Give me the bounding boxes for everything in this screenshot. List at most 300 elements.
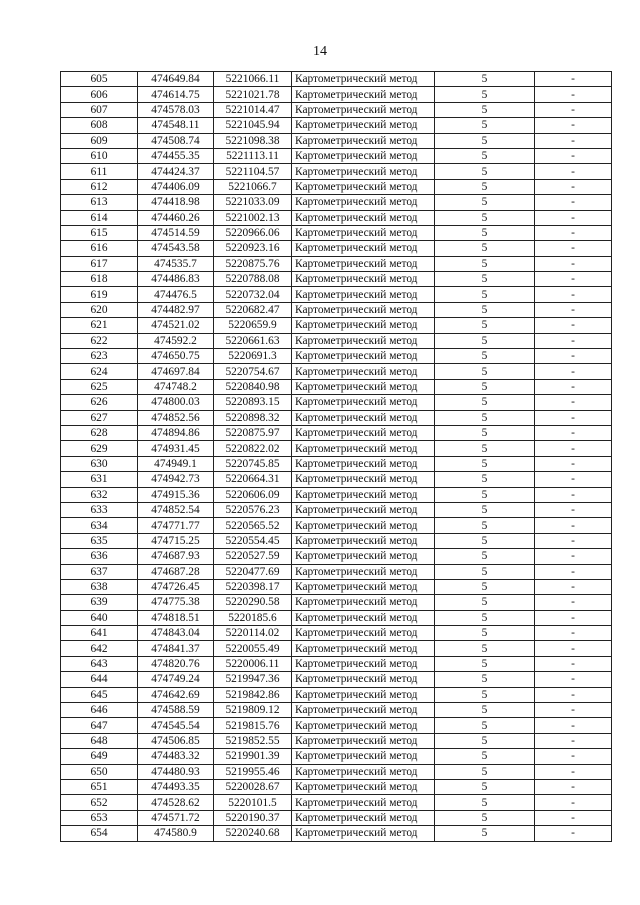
method-cell: Картометрический метод bbox=[292, 564, 435, 579]
x-coordinate-cell: 474726.45 bbox=[138, 579, 214, 594]
accuracy-cell: 5 bbox=[435, 364, 535, 379]
accuracy-cell: 5 bbox=[435, 118, 535, 133]
y-coordinate-cell: 5220745.85 bbox=[214, 456, 292, 471]
x-coordinate-cell: 474588.59 bbox=[138, 703, 214, 718]
table-row bbox=[61, 779, 612, 794]
y-coordinate-cell: 5220477.69 bbox=[214, 564, 292, 579]
note-cell: - bbox=[535, 672, 612, 687]
note-cell: - bbox=[535, 133, 612, 148]
accuracy-cell: 5 bbox=[435, 164, 535, 179]
accuracy-cell: 5 bbox=[435, 395, 535, 410]
page-number: 14 bbox=[313, 44, 327, 59]
x-coordinate-cell: 474775.38 bbox=[138, 595, 214, 610]
method-cell: Картометрический метод bbox=[292, 118, 435, 133]
x-coordinate-cell: 474486.83 bbox=[138, 272, 214, 287]
point-number-cell: 627 bbox=[61, 410, 138, 425]
point-number-cell: 647 bbox=[61, 718, 138, 733]
note-cell: - bbox=[535, 364, 612, 379]
accuracy-cell: 5 bbox=[435, 749, 535, 764]
note-cell: - bbox=[535, 749, 612, 764]
table-row bbox=[61, 256, 612, 271]
table-row bbox=[61, 656, 612, 671]
y-coordinate-cell: 5220290.58 bbox=[214, 595, 292, 610]
point-number-cell: 636 bbox=[61, 549, 138, 564]
y-coordinate-cell: 5221033.09 bbox=[214, 195, 292, 210]
method-cell: Картометрический метод bbox=[292, 441, 435, 456]
method-cell: Картометрический метод bbox=[292, 549, 435, 564]
note-cell: - bbox=[535, 502, 612, 517]
table-row bbox=[61, 148, 612, 163]
y-coordinate-cell: 5220565.52 bbox=[214, 518, 292, 533]
y-coordinate-cell: 5221066.7 bbox=[214, 179, 292, 194]
note-cell: - bbox=[535, 410, 612, 425]
accuracy-cell: 5 bbox=[435, 641, 535, 656]
method-cell: Картометрический метод bbox=[292, 718, 435, 733]
y-coordinate-cell: 5221098.38 bbox=[214, 133, 292, 148]
y-coordinate-cell: 5220875.76 bbox=[214, 256, 292, 271]
x-coordinate-cell: 474852.56 bbox=[138, 410, 214, 425]
x-coordinate-cell: 474480.93 bbox=[138, 764, 214, 779]
note-cell: - bbox=[535, 579, 612, 594]
y-coordinate-cell: 5219901.39 bbox=[214, 749, 292, 764]
accuracy-cell: 5 bbox=[435, 795, 535, 810]
method-cell: Картометрический метод bbox=[292, 595, 435, 610]
x-coordinate-cell: 474580.9 bbox=[138, 826, 214, 841]
point-number-cell: 616 bbox=[61, 241, 138, 256]
point-number-cell: 653 bbox=[61, 810, 138, 825]
y-coordinate-cell: 5220006.11 bbox=[214, 656, 292, 671]
x-coordinate-cell: 474592.2 bbox=[138, 333, 214, 348]
y-coordinate-cell: 5220822.02 bbox=[214, 441, 292, 456]
table-row bbox=[61, 718, 612, 733]
point-number-cell: 650 bbox=[61, 764, 138, 779]
table-row bbox=[61, 133, 612, 148]
x-coordinate-cell: 474455.35 bbox=[138, 148, 214, 163]
method-cell: Картометрический метод bbox=[292, 195, 435, 210]
accuracy-cell: 5 bbox=[435, 672, 535, 687]
accuracy-cell: 5 bbox=[435, 656, 535, 671]
method-cell: Картометрический метод bbox=[292, 472, 435, 487]
note-cell: - bbox=[535, 564, 612, 579]
accuracy-cell: 5 bbox=[435, 579, 535, 594]
x-coordinate-cell: 474418.98 bbox=[138, 195, 214, 210]
y-coordinate-cell: 5220554.45 bbox=[214, 533, 292, 548]
x-coordinate-cell: 474545.54 bbox=[138, 718, 214, 733]
accuracy-cell: 5 bbox=[435, 595, 535, 610]
point-number-cell: 610 bbox=[61, 148, 138, 163]
table-row bbox=[61, 502, 612, 517]
method-cell: Картометрический метод bbox=[292, 87, 435, 102]
point-number-cell: 607 bbox=[61, 102, 138, 117]
table-row bbox=[61, 272, 612, 287]
x-coordinate-cell: 474650.75 bbox=[138, 349, 214, 364]
coordinates-table-body bbox=[61, 72, 612, 842]
x-coordinate-cell: 474649.84 bbox=[138, 72, 214, 87]
x-coordinate-cell: 474748.2 bbox=[138, 379, 214, 394]
note-cell: - bbox=[535, 241, 612, 256]
note-cell: - bbox=[535, 456, 612, 471]
y-coordinate-cell: 5220185.6 bbox=[214, 610, 292, 625]
accuracy-cell: 5 bbox=[435, 703, 535, 718]
accuracy-cell: 5 bbox=[435, 87, 535, 102]
accuracy-cell: 5 bbox=[435, 626, 535, 641]
accuracy-cell: 5 bbox=[435, 718, 535, 733]
method-cell: Картометрический метод bbox=[292, 518, 435, 533]
accuracy-cell: 5 bbox=[435, 179, 535, 194]
table-row bbox=[61, 687, 612, 702]
method-cell: Картометрический метод bbox=[292, 810, 435, 825]
x-coordinate-cell: 474800.03 bbox=[138, 395, 214, 410]
y-coordinate-cell: 5219947.36 bbox=[214, 672, 292, 687]
point-number-cell: 626 bbox=[61, 395, 138, 410]
point-number-cell: 631 bbox=[61, 472, 138, 487]
point-number-cell: 640 bbox=[61, 610, 138, 625]
y-coordinate-cell: 5221014.47 bbox=[214, 102, 292, 117]
note-cell: - bbox=[535, 441, 612, 456]
table-row bbox=[61, 164, 612, 179]
point-number-cell: 642 bbox=[61, 641, 138, 656]
point-number-cell: 613 bbox=[61, 195, 138, 210]
note-cell: - bbox=[535, 764, 612, 779]
coordinates-table bbox=[60, 71, 612, 842]
x-coordinate-cell: 474915.36 bbox=[138, 487, 214, 502]
y-coordinate-cell: 5220055.49 bbox=[214, 641, 292, 656]
y-coordinate-cell: 5220898.32 bbox=[214, 410, 292, 425]
accuracy-cell: 5 bbox=[435, 410, 535, 425]
y-coordinate-cell: 5220691.3 bbox=[214, 349, 292, 364]
accuracy-cell: 5 bbox=[435, 810, 535, 825]
accuracy-cell: 5 bbox=[435, 349, 535, 364]
table-row bbox=[61, 210, 612, 225]
note-cell: - bbox=[535, 210, 612, 225]
point-number-cell: 622 bbox=[61, 333, 138, 348]
note-cell: - bbox=[535, 272, 612, 287]
point-number-cell: 638 bbox=[61, 579, 138, 594]
method-cell: Картометрический метод bbox=[292, 333, 435, 348]
y-coordinate-cell: 5220661.63 bbox=[214, 333, 292, 348]
accuracy-cell: 5 bbox=[435, 610, 535, 625]
point-number-cell: 612 bbox=[61, 179, 138, 194]
x-coordinate-cell: 474578.03 bbox=[138, 102, 214, 117]
y-coordinate-cell: 5220398.17 bbox=[214, 579, 292, 594]
x-coordinate-cell: 474535.7 bbox=[138, 256, 214, 271]
point-number-cell: 620 bbox=[61, 302, 138, 317]
point-number-cell: 637 bbox=[61, 564, 138, 579]
table-row bbox=[61, 379, 612, 394]
method-cell: Картометрический метод bbox=[292, 164, 435, 179]
method-cell: Картометрический метод bbox=[292, 456, 435, 471]
method-cell: Картометрический метод bbox=[292, 502, 435, 517]
point-number-cell: 634 bbox=[61, 518, 138, 533]
accuracy-cell: 5 bbox=[435, 779, 535, 794]
y-coordinate-cell: 5220101.5 bbox=[214, 795, 292, 810]
x-coordinate-cell: 474942.73 bbox=[138, 472, 214, 487]
point-number-cell: 632 bbox=[61, 487, 138, 502]
accuracy-cell: 5 bbox=[435, 102, 535, 117]
method-cell: Картометрический метод bbox=[292, 364, 435, 379]
table-row bbox=[61, 302, 612, 317]
y-coordinate-cell: 5220114.02 bbox=[214, 626, 292, 641]
note-cell: - bbox=[535, 733, 612, 748]
table-row bbox=[61, 241, 612, 256]
method-cell: Картометрический метод bbox=[292, 133, 435, 148]
note-cell: - bbox=[535, 549, 612, 564]
x-coordinate-cell: 474818.51 bbox=[138, 610, 214, 625]
accuracy-cell: 5 bbox=[435, 425, 535, 440]
note-cell: - bbox=[535, 533, 612, 548]
note-cell: - bbox=[535, 810, 612, 825]
x-coordinate-cell: 474749.24 bbox=[138, 672, 214, 687]
x-coordinate-cell: 474521.02 bbox=[138, 318, 214, 333]
note-cell: - bbox=[535, 472, 612, 487]
table-row bbox=[61, 518, 612, 533]
table-row bbox=[61, 395, 612, 410]
note-cell: - bbox=[535, 287, 612, 302]
table-row bbox=[61, 287, 612, 302]
x-coordinate-cell: 474476.5 bbox=[138, 287, 214, 302]
x-coordinate-cell: 474506.85 bbox=[138, 733, 214, 748]
y-coordinate-cell: 5220240.68 bbox=[214, 826, 292, 841]
note-cell: - bbox=[535, 349, 612, 364]
method-cell: Картометрический метод bbox=[292, 764, 435, 779]
y-coordinate-cell: 5220190.37 bbox=[214, 810, 292, 825]
y-coordinate-cell: 5221104.57 bbox=[214, 164, 292, 179]
accuracy-cell: 5 bbox=[435, 333, 535, 348]
method-cell: Картометрический метод bbox=[292, 533, 435, 548]
point-number-cell: 625 bbox=[61, 379, 138, 394]
method-cell: Картометрический метод bbox=[292, 779, 435, 794]
x-coordinate-cell: 474697.84 bbox=[138, 364, 214, 379]
table-row bbox=[61, 102, 612, 117]
table-row bbox=[61, 733, 612, 748]
point-number-cell: 652 bbox=[61, 795, 138, 810]
note-cell: - bbox=[535, 118, 612, 133]
note-cell: - bbox=[535, 302, 612, 317]
accuracy-cell: 5 bbox=[435, 241, 535, 256]
note-cell: - bbox=[535, 626, 612, 641]
table-row bbox=[61, 72, 612, 87]
point-number-cell: 629 bbox=[61, 441, 138, 456]
point-number-cell: 641 bbox=[61, 626, 138, 641]
method-cell: Картометрический метод bbox=[292, 826, 435, 841]
method-cell: Картометрический метод bbox=[292, 272, 435, 287]
method-cell: Картометрический метод bbox=[292, 148, 435, 163]
accuracy-cell: 5 bbox=[435, 256, 535, 271]
y-coordinate-cell: 5220732.04 bbox=[214, 287, 292, 302]
note-cell: - bbox=[535, 718, 612, 733]
table-row bbox=[61, 441, 612, 456]
y-coordinate-cell: 5220682.47 bbox=[214, 302, 292, 317]
method-cell: Картометрический метод bbox=[292, 672, 435, 687]
accuracy-cell: 5 bbox=[435, 533, 535, 548]
method-cell: Картометрический метод bbox=[292, 795, 435, 810]
accuracy-cell: 5 bbox=[435, 148, 535, 163]
point-number-cell: 630 bbox=[61, 456, 138, 471]
table-row bbox=[61, 349, 612, 364]
table-row bbox=[61, 610, 612, 625]
x-coordinate-cell: 474820.76 bbox=[138, 656, 214, 671]
accuracy-cell: 5 bbox=[435, 502, 535, 517]
x-coordinate-cell: 474571.72 bbox=[138, 810, 214, 825]
note-cell: - bbox=[535, 518, 612, 533]
method-cell: Картометрический метод bbox=[292, 241, 435, 256]
note-cell: - bbox=[535, 256, 612, 271]
y-coordinate-cell: 5220875.97 bbox=[214, 425, 292, 440]
note-cell: - bbox=[535, 610, 612, 625]
y-coordinate-cell: 5220754.67 bbox=[214, 364, 292, 379]
x-coordinate-cell: 474687.93 bbox=[138, 549, 214, 564]
point-number-cell: 609 bbox=[61, 133, 138, 148]
table-row bbox=[61, 579, 612, 594]
method-cell: Картометрический метод bbox=[292, 256, 435, 271]
accuracy-cell: 5 bbox=[435, 272, 535, 287]
method-cell: Картометрический метод bbox=[292, 626, 435, 641]
note-cell: - bbox=[535, 687, 612, 702]
x-coordinate-cell: 474493.35 bbox=[138, 779, 214, 794]
table-row bbox=[61, 564, 612, 579]
accuracy-cell: 5 bbox=[435, 549, 535, 564]
y-coordinate-cell: 5220788.08 bbox=[214, 272, 292, 287]
point-number-cell: 651 bbox=[61, 779, 138, 794]
table-row bbox=[61, 472, 612, 487]
table-row bbox=[61, 549, 612, 564]
note-cell: - bbox=[535, 395, 612, 410]
accuracy-cell: 5 bbox=[435, 441, 535, 456]
point-number-cell: 615 bbox=[61, 225, 138, 240]
point-number-cell: 643 bbox=[61, 656, 138, 671]
point-number-cell: 633 bbox=[61, 502, 138, 517]
point-number-cell: 606 bbox=[61, 87, 138, 102]
method-cell: Картометрический метод bbox=[292, 72, 435, 87]
table-row bbox=[61, 672, 612, 687]
note-cell: - bbox=[535, 225, 612, 240]
table-row bbox=[61, 533, 612, 548]
method-cell: Картометрический метод bbox=[292, 687, 435, 702]
y-coordinate-cell: 5220576.23 bbox=[214, 502, 292, 517]
table-row bbox=[61, 764, 612, 779]
x-coordinate-cell: 474548.11 bbox=[138, 118, 214, 133]
point-number-cell: 618 bbox=[61, 272, 138, 287]
accuracy-cell: 5 bbox=[435, 318, 535, 333]
table-row bbox=[61, 225, 612, 240]
point-number-cell: 628 bbox=[61, 425, 138, 440]
note-cell: - bbox=[535, 656, 612, 671]
method-cell: Картометрический метод bbox=[292, 579, 435, 594]
method-cell: Картометрический метод bbox=[292, 349, 435, 364]
table-row bbox=[61, 456, 612, 471]
accuracy-cell: 5 bbox=[435, 195, 535, 210]
accuracy-cell: 5 bbox=[435, 472, 535, 487]
point-number-cell: 611 bbox=[61, 164, 138, 179]
accuracy-cell: 5 bbox=[435, 764, 535, 779]
table-row bbox=[61, 195, 612, 210]
y-coordinate-cell: 5219815.76 bbox=[214, 718, 292, 733]
table-row bbox=[61, 425, 612, 440]
method-cell: Картометрический метод bbox=[292, 410, 435, 425]
accuracy-cell: 5 bbox=[435, 225, 535, 240]
note-cell: - bbox=[535, 595, 612, 610]
method-cell: Картометрический метод bbox=[292, 656, 435, 671]
x-coordinate-cell: 474483.32 bbox=[138, 749, 214, 764]
method-cell: Картометрический метод bbox=[292, 225, 435, 240]
x-coordinate-cell: 474460.26 bbox=[138, 210, 214, 225]
x-coordinate-cell: 474424.37 bbox=[138, 164, 214, 179]
x-coordinate-cell: 474642.69 bbox=[138, 687, 214, 702]
note-cell: - bbox=[535, 195, 612, 210]
point-number-cell: 649 bbox=[61, 749, 138, 764]
note-cell: - bbox=[535, 318, 612, 333]
method-cell: Картометрический метод bbox=[292, 302, 435, 317]
table-row bbox=[61, 641, 612, 656]
method-cell: Картометрический метод bbox=[292, 749, 435, 764]
accuracy-cell: 5 bbox=[435, 518, 535, 533]
y-coordinate-cell: 5221066.11 bbox=[214, 72, 292, 87]
x-coordinate-cell: 474543.58 bbox=[138, 241, 214, 256]
method-cell: Картометрический метод bbox=[292, 210, 435, 225]
point-number-cell: 648 bbox=[61, 733, 138, 748]
point-number-cell: 624 bbox=[61, 364, 138, 379]
method-cell: Картометрический метод bbox=[292, 287, 435, 302]
y-coordinate-cell: 5221002.13 bbox=[214, 210, 292, 225]
y-coordinate-cell: 5220527.59 bbox=[214, 549, 292, 564]
table-row bbox=[61, 749, 612, 764]
method-cell: Картометрический метод bbox=[292, 641, 435, 656]
point-number-cell: 608 bbox=[61, 118, 138, 133]
accuracy-cell: 5 bbox=[435, 302, 535, 317]
x-coordinate-cell: 474843.04 bbox=[138, 626, 214, 641]
table-row bbox=[61, 487, 612, 502]
x-coordinate-cell: 474949.1 bbox=[138, 456, 214, 471]
method-cell: Картометрический метод bbox=[292, 395, 435, 410]
table-row bbox=[61, 626, 612, 641]
note-cell: - bbox=[535, 164, 612, 179]
table-row bbox=[61, 318, 612, 333]
y-coordinate-cell: 5220664.31 bbox=[214, 472, 292, 487]
note-cell: - bbox=[535, 333, 612, 348]
point-number-cell: 646 bbox=[61, 703, 138, 718]
note-cell: - bbox=[535, 425, 612, 440]
y-coordinate-cell: 5221021.78 bbox=[214, 87, 292, 102]
table-row bbox=[61, 87, 612, 102]
y-coordinate-cell: 5221045.94 bbox=[214, 118, 292, 133]
accuracy-cell: 5 bbox=[435, 210, 535, 225]
y-coordinate-cell: 5219955.46 bbox=[214, 764, 292, 779]
method-cell: Картометрический метод bbox=[292, 610, 435, 625]
point-number-cell: 645 bbox=[61, 687, 138, 702]
note-cell: - bbox=[535, 87, 612, 102]
method-cell: Картометрический метод bbox=[292, 102, 435, 117]
accuracy-cell: 5 bbox=[435, 564, 535, 579]
y-coordinate-cell: 5220606.09 bbox=[214, 487, 292, 502]
x-coordinate-cell: 474528.62 bbox=[138, 795, 214, 810]
accuracy-cell: 5 bbox=[435, 733, 535, 748]
point-number-cell: 605 bbox=[61, 72, 138, 87]
note-cell: - bbox=[535, 379, 612, 394]
point-number-cell: 614 bbox=[61, 210, 138, 225]
table-row bbox=[61, 595, 612, 610]
y-coordinate-cell: 5220028.67 bbox=[214, 779, 292, 794]
method-cell: Картометрический метод bbox=[292, 425, 435, 440]
method-cell: Картометрический метод bbox=[292, 179, 435, 194]
y-coordinate-cell: 5219842.86 bbox=[214, 687, 292, 702]
x-coordinate-cell: 474894.86 bbox=[138, 425, 214, 440]
y-coordinate-cell: 5220840.98 bbox=[214, 379, 292, 394]
point-number-cell: 619 bbox=[61, 287, 138, 302]
x-coordinate-cell: 474687.28 bbox=[138, 564, 214, 579]
x-coordinate-cell: 474771.77 bbox=[138, 518, 214, 533]
y-coordinate-cell: 5221113.11 bbox=[214, 148, 292, 163]
accuracy-cell: 5 bbox=[435, 826, 535, 841]
